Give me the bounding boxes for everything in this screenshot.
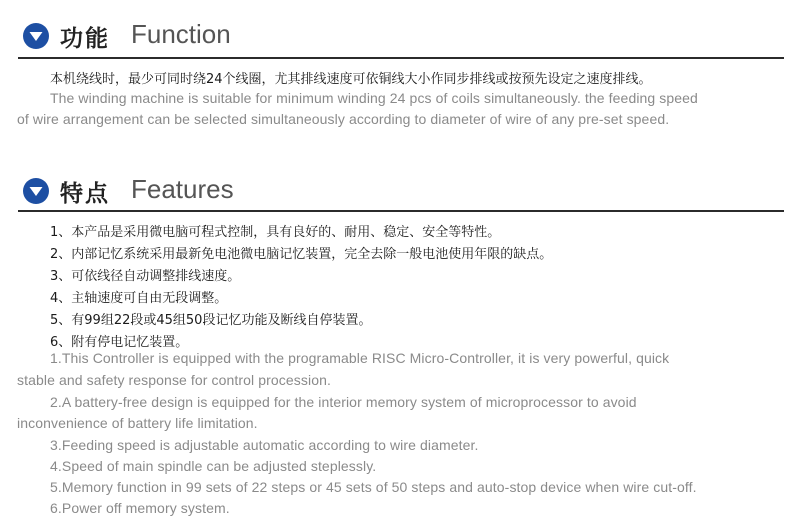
feature-zh-3: 3、可依线径自动调整排线速度。	[50, 269, 241, 284]
function-text-zh: 本机绕线时，最少可同时绕24个线圈，尤其排线速度可依铜线大小作同步排线或按预先设定之速度排线。	[50, 72, 652, 87]
function-text-en-1: The winding machine is suitable for minimum winding 24 pcs of coils simultaneously. the feeding speed	[50, 90, 698, 106]
feature-zh-4: 4、主轴速度可自由无段调整。	[50, 291, 228, 306]
feature-zh-1: 1、本产品是采用微电脑可程式控制，具有良好的、耐用、稳定、安全等特性。	[50, 225, 501, 240]
feature-en-2b: inconvenience of battery life limitation.	[17, 415, 258, 431]
feature-en-1a: 1.This Controller is equipped with the programable RISC Micro-Controller, it is very powerful, quick	[50, 350, 670, 366]
feature-zh-2: 2、内部记忆系统采用最新免电池微电脑记忆装置，完全去除一般电池使用年限的缺点。	[50, 247, 553, 262]
feature-en-2a: 2.A battery-free design is equipped for the interior memory system of microprocessor to avoid	[50, 394, 637, 410]
function-section	[0, 16, 800, 56]
feature-en-3: 3.Feeding speed is adjustable automatic according to wire diameter.	[50, 437, 479, 453]
chevron-down-circle-icon	[22, 177, 50, 205]
features-title-zh: 特点	[60, 181, 110, 207]
function-title-en: Function	[131, 19, 231, 49]
feature-en-5: 5.Memory function in 99 sets of 22 steps or 45 sets of 50 steps and auto-stop device when wire cut-off.	[50, 479, 697, 495]
features-heading	[0, 171, 800, 211]
feature-en-4: 4.Speed of main spindle can be adjusted steplessly.	[50, 458, 377, 474]
chevron-down-circle-icon	[22, 22, 50, 50]
features-section	[0, 171, 800, 211]
function-title-zh: 功能	[60, 26, 110, 52]
feature-en-1b: stable and safety response for control procession.	[17, 372, 331, 388]
feature-zh-6: 6、附有停电记忆装置。	[50, 335, 189, 350]
feature-zh-5: 5、有99组22段或45组50段记忆功能及断线自停装置。	[50, 313, 372, 328]
features-title-en: Features	[131, 174, 234, 204]
function-divider	[18, 57, 784, 59]
function-heading	[0, 16, 800, 56]
feature-en-6: 6.Power off memory system.	[50, 500, 230, 516]
function-text-en-2: of wire arrangement can be selected simultaneously according to diameter of wire of any pre-set speed.	[17, 111, 670, 127]
features-divider	[18, 210, 784, 212]
